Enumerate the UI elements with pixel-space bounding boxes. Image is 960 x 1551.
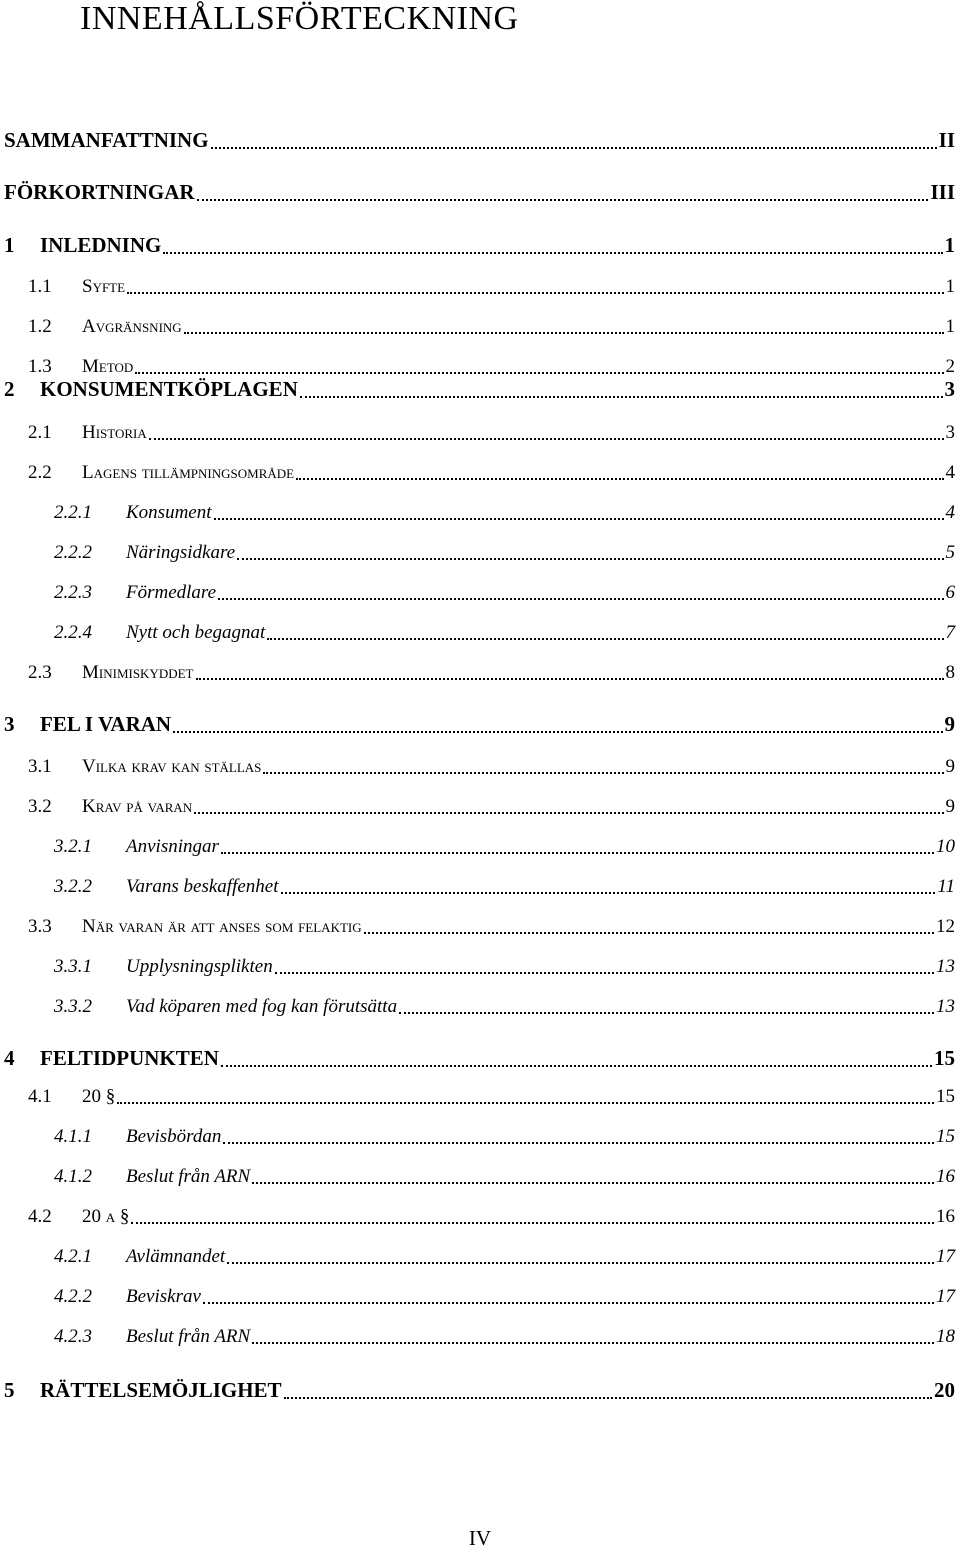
toc-entry-label: Avgränsning bbox=[82, 316, 182, 337]
toc-entry[interactable] bbox=[0, 996, 955, 1018]
toc-entry-number: 2.2.2 bbox=[54, 542, 92, 563]
toc-entry-page: 9 bbox=[944, 712, 955, 736]
toc-entry-label: 20 a § bbox=[82, 1206, 130, 1227]
toc-entry-number: 1.2 bbox=[28, 316, 52, 337]
dot-leader bbox=[223, 1142, 934, 1144]
toc-entry[interactable] bbox=[0, 316, 955, 338]
toc-entry[interactable] bbox=[0, 956, 955, 978]
toc-entry-label: FELTIDPUNKTEN bbox=[40, 1046, 219, 1070]
dot-leader bbox=[196, 678, 944, 680]
toc-entry[interactable] bbox=[0, 276, 955, 298]
toc-entry-number: 3.1 bbox=[28, 756, 52, 777]
toc-entry-number: 1.1 bbox=[28, 276, 52, 297]
toc-entry-page: 3 bbox=[945, 422, 955, 443]
dot-leader bbox=[263, 772, 943, 774]
page-title: INNEHÅLLSFÖRTECKNING bbox=[80, 0, 519, 37]
toc-entry-number: 2.3 bbox=[28, 662, 52, 683]
toc-entry[interactable] bbox=[0, 128, 955, 153]
toc-entry-number: 1 bbox=[4, 233, 15, 257]
toc-entry[interactable] bbox=[0, 582, 955, 604]
toc-entry-page: 6 bbox=[945, 582, 955, 603]
toc-entry-page: 12 bbox=[936, 916, 955, 937]
toc-entry[interactable] bbox=[0, 422, 955, 444]
toc-entry-label: Förmedlare bbox=[126, 582, 217, 603]
toc-entry-number: 2.2.4 bbox=[54, 622, 92, 643]
dot-leader bbox=[203, 1302, 934, 1304]
toc-entry[interactable] bbox=[0, 1378, 955, 1403]
dot-leader bbox=[252, 1182, 934, 1184]
toc-entry-label: Bevisbördan bbox=[126, 1126, 222, 1147]
toc-entry-label: Beslut från ARN bbox=[126, 1326, 251, 1347]
toc-entry-number: 1.3 bbox=[28, 356, 52, 377]
toc-entry-page: 10 bbox=[936, 836, 955, 857]
toc-entry-page: 17 bbox=[936, 1246, 955, 1267]
toc-entry-page: 1 bbox=[944, 233, 955, 257]
dot-leader bbox=[237, 558, 943, 560]
toc-entry-label: Avlämnandet bbox=[126, 1246, 226, 1267]
toc-entry-label: Beslut från ARN bbox=[126, 1166, 251, 1187]
toc-entry[interactable] bbox=[0, 712, 955, 737]
dot-leader bbox=[252, 1342, 934, 1344]
toc-entry[interactable] bbox=[0, 377, 955, 402]
toc-entry[interactable] bbox=[0, 916, 955, 938]
toc-entry-number: 4.1.1 bbox=[54, 1126, 92, 1147]
toc-entry-number: 2.2.1 bbox=[54, 502, 92, 523]
dot-leader bbox=[296, 478, 943, 480]
toc-entry-page: 13 bbox=[936, 996, 955, 1017]
toc-entry-number: 5 bbox=[4, 1378, 15, 1402]
toc-entry-page: 4 bbox=[945, 502, 955, 523]
toc-entry-page: 11 bbox=[937, 876, 955, 897]
toc-entry[interactable] bbox=[0, 462, 955, 484]
toc-entry-page: 13 bbox=[936, 956, 955, 977]
dot-leader bbox=[135, 372, 943, 374]
toc-entry-number: 2.2.3 bbox=[54, 582, 92, 603]
toc-entry-page: 5 bbox=[945, 542, 955, 563]
toc-entry-number: 3.3 bbox=[28, 916, 52, 937]
toc-entry-number: 4.1 bbox=[28, 1086, 52, 1107]
toc-entry-label: 20 § bbox=[82, 1086, 116, 1107]
toc-entry[interactable] bbox=[0, 1206, 955, 1228]
dot-leader bbox=[194, 812, 943, 814]
toc-entry[interactable] bbox=[0, 502, 955, 524]
toc-entry-page: 17 bbox=[936, 1286, 955, 1307]
toc-entry-number: 3.2.2 bbox=[54, 876, 92, 897]
toc-entry-label: Varans beskaffenhet bbox=[126, 876, 279, 897]
toc-entry-page: II bbox=[938, 128, 955, 152]
dot-leader bbox=[184, 332, 944, 334]
toc-entry-label: FÖRKORTNINGAR bbox=[4, 180, 195, 204]
toc-entry-page: 15 bbox=[936, 1126, 955, 1147]
toc-entry-number: 2 bbox=[4, 377, 15, 401]
toc-entry[interactable] bbox=[0, 1126, 955, 1148]
toc-entry-number: 3.2 bbox=[28, 796, 52, 817]
toc-entry-number: 4.2.3 bbox=[54, 1326, 92, 1347]
page-number-footer: IV bbox=[468, 1526, 492, 1550]
toc-entry-label: Historia bbox=[82, 422, 147, 443]
toc-entry[interactable] bbox=[0, 1046, 955, 1071]
toc-entry[interactable] bbox=[0, 356, 955, 378]
toc-entry-label: Nytt och begagnat bbox=[126, 622, 266, 643]
dot-leader bbox=[149, 438, 944, 440]
toc-entry-page: 8 bbox=[945, 662, 955, 683]
toc-entry-page: 1 bbox=[945, 316, 955, 337]
toc-entry-label: Vad köparen med fog kan förutsätta bbox=[126, 996, 398, 1017]
toc-entry-label: RÄTTELSEMÖJLIGHET bbox=[40, 1378, 282, 1402]
dot-leader bbox=[399, 1012, 934, 1014]
toc-entry-page: III bbox=[930, 180, 955, 204]
toc-entry-number: 4 bbox=[4, 1046, 15, 1070]
toc-entry[interactable] bbox=[0, 836, 955, 858]
toc-entry-page: 9 bbox=[945, 796, 955, 817]
dot-leader bbox=[267, 638, 943, 640]
dot-leader bbox=[281, 892, 936, 894]
toc-entry-page: 2 bbox=[945, 356, 955, 377]
toc-entry[interactable] bbox=[0, 180, 955, 205]
dot-leader bbox=[131, 1222, 934, 1224]
toc-entry-label: När varan är att anses som felaktig bbox=[82, 916, 362, 937]
toc-entry-label: Upplysningsplikten bbox=[126, 956, 273, 977]
toc-entry-label: Anvisningar bbox=[126, 836, 219, 857]
toc-entry[interactable] bbox=[0, 1166, 955, 1188]
toc-entry-label: Syfte bbox=[82, 276, 126, 297]
toc-entry-label: Minimiskyddet bbox=[82, 662, 194, 683]
toc-entry-number: 3.2.1 bbox=[54, 836, 92, 857]
toc-entry-number: 3 bbox=[4, 712, 15, 736]
toc-entry-page: 18 bbox=[936, 1326, 955, 1347]
toc-entry[interactable] bbox=[0, 622, 955, 644]
dot-leader bbox=[197, 199, 929, 201]
dot-leader bbox=[364, 932, 934, 934]
toc-entry-label: Konsument bbox=[126, 502, 212, 523]
dot-leader bbox=[284, 1397, 932, 1399]
toc-entry-label: FEL I VARAN bbox=[40, 712, 172, 736]
dot-leader bbox=[173, 731, 942, 733]
dot-leader bbox=[300, 396, 943, 398]
toc-entry-number: 4.1.2 bbox=[54, 1166, 92, 1187]
toc-entry[interactable] bbox=[0, 233, 955, 258]
toc-entry[interactable] bbox=[0, 662, 955, 684]
toc-entry-page: 16 bbox=[936, 1206, 955, 1227]
toc-entry-page: 7 bbox=[945, 622, 955, 643]
toc-entry-page: 15 bbox=[936, 1086, 955, 1107]
toc-entry[interactable] bbox=[0, 1286, 955, 1308]
toc-entry-page: 1 bbox=[945, 276, 955, 297]
toc-entry-page: 16 bbox=[936, 1166, 955, 1187]
toc-entry-label: Beviskrav bbox=[126, 1286, 201, 1307]
toc-entry-number: 3.3.2 bbox=[54, 996, 92, 1017]
dot-leader bbox=[221, 1065, 932, 1067]
dot-leader bbox=[275, 972, 934, 974]
toc-entry-number: 4.2.2 bbox=[54, 1286, 92, 1307]
toc-entry-page: 9 bbox=[945, 756, 955, 777]
toc-entry-label: Vilka krav kan ställas bbox=[82, 756, 262, 777]
toc-entry-page: 3 bbox=[944, 377, 955, 401]
toc-entry-label: Metod bbox=[82, 356, 134, 377]
toc-entry[interactable] bbox=[0, 876, 955, 898]
toc-entry-label: SAMMANFATTNING bbox=[4, 128, 209, 152]
toc-entry-page: 15 bbox=[934, 1046, 955, 1070]
dot-leader bbox=[221, 852, 934, 854]
toc-entry-number: 4.2 bbox=[28, 1206, 52, 1227]
dot-leader bbox=[163, 252, 942, 254]
dot-leader bbox=[227, 1262, 934, 1264]
toc-entry-label: Lagens tillämpningsområde bbox=[82, 462, 295, 483]
dot-leader bbox=[117, 1102, 934, 1104]
toc-entry-label: KONSUMENTKÖPLAGEN bbox=[40, 377, 298, 401]
toc-entry-number: 3.3.1 bbox=[54, 956, 92, 977]
toc-entry-page: 4 bbox=[945, 462, 955, 483]
toc-entry-number: 2.2 bbox=[28, 462, 52, 483]
toc-entry[interactable] bbox=[0, 756, 955, 778]
toc-entry[interactable] bbox=[0, 542, 955, 564]
toc-entry-number: 4.2.1 bbox=[54, 1246, 92, 1267]
dot-leader bbox=[218, 598, 943, 600]
dot-leader bbox=[211, 147, 937, 149]
toc-entry[interactable] bbox=[0, 1326, 955, 1348]
dot-leader bbox=[127, 292, 943, 294]
dot-leader bbox=[214, 518, 944, 520]
toc-entry[interactable] bbox=[0, 1086, 955, 1108]
toc-entry-label: Krav på varan bbox=[82, 796, 193, 817]
toc-entry[interactable] bbox=[0, 1246, 955, 1268]
toc-entry-label: Näringsidkare bbox=[126, 542, 236, 563]
toc-entry[interactable] bbox=[0, 796, 955, 818]
toc-entry-page: 20 bbox=[934, 1378, 955, 1402]
toc-entry-label: INLEDNING bbox=[40, 233, 162, 257]
toc-entry-number: 2.1 bbox=[28, 422, 52, 443]
